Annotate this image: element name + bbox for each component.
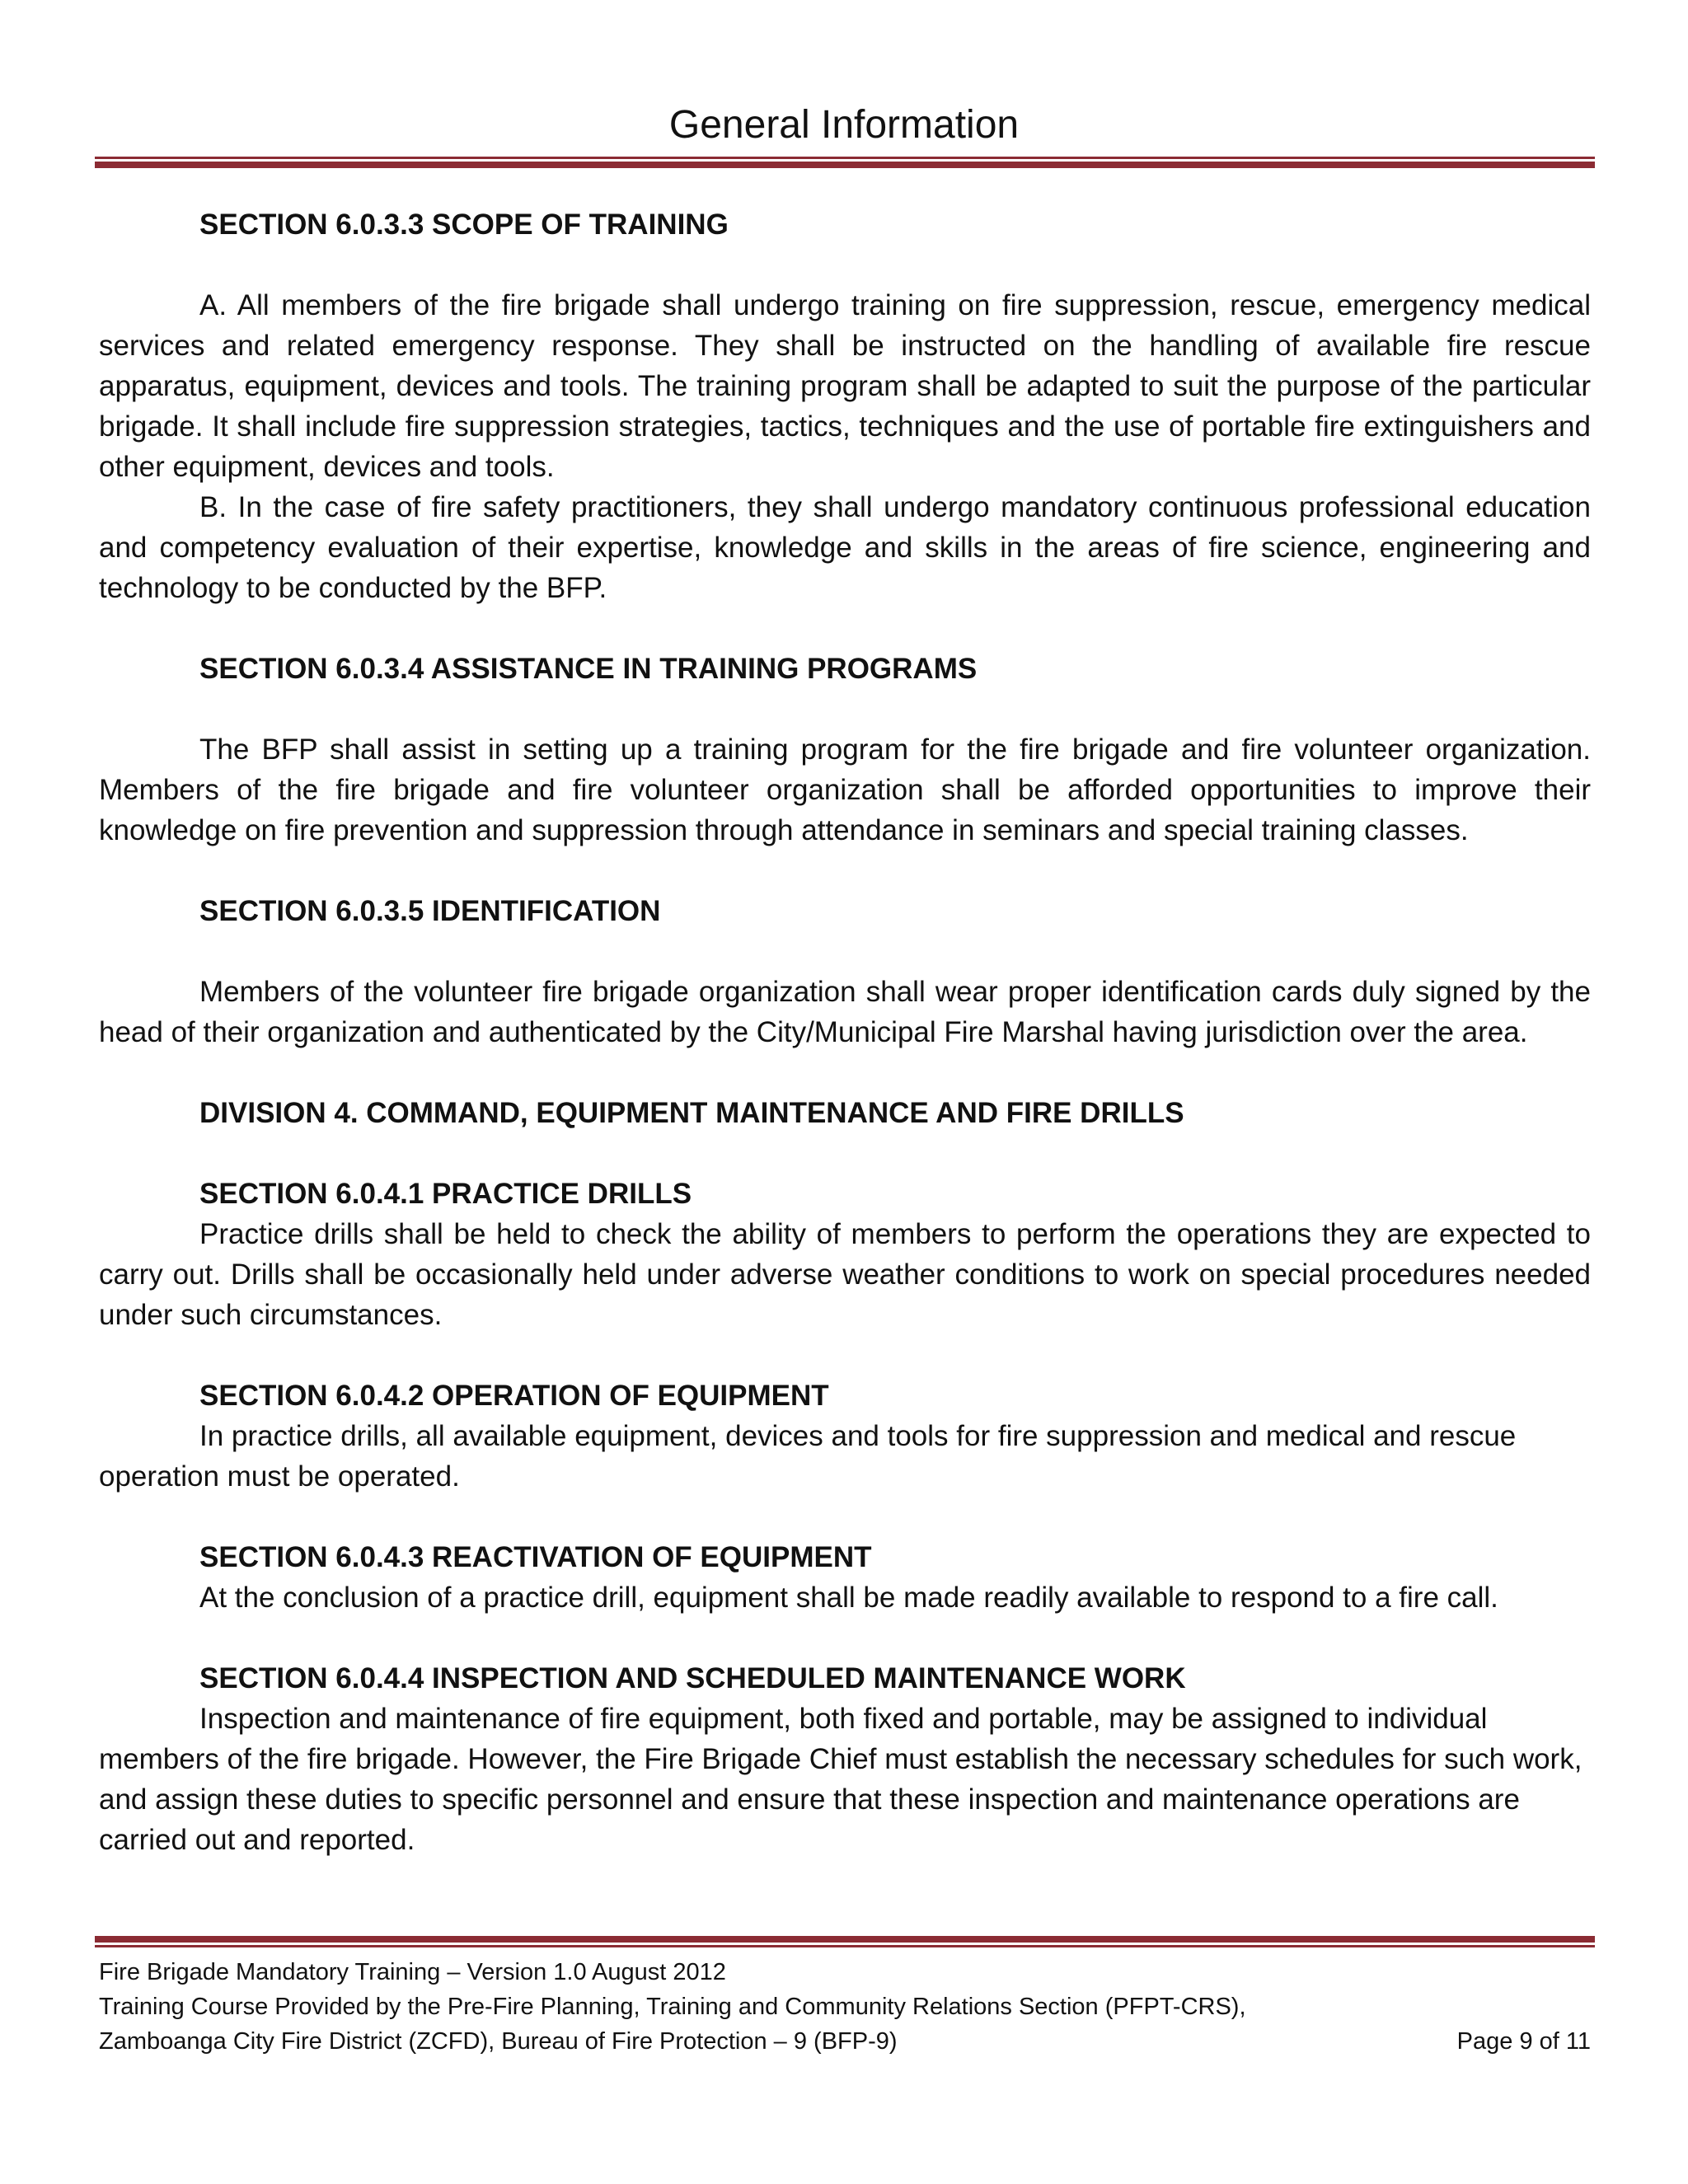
section-6033-para-b: B. In the case of fire safety practitioners, they shall undergo mandatory continuous professional education and competency evaluation of their expertise, knowledge and skills in the areas of fire science, engineering and technology to be conducted by the BFP.: [99, 491, 1591, 604]
section-6041-heading: SECTION 6.0.4.1 PRACTICE DRILLS: [199, 1178, 692, 1210]
header-rule-thick: [95, 162, 1595, 168]
section-6034-para: The BFP shall assist in setting up a training program for the fire brigade and fire volunteer organization. Members of the fire brigade and fire volunteer organization shall be afforded opportunities to improve their knowledge on fire prevention and suppression through attendance in seminars and special training classes.: [99, 733, 1591, 846]
page-footer: [99, 1955, 1591, 2059]
section-6043-heading: SECTION 6.0.4.3 REACTIVATION OF EQUIPMENT: [199, 1541, 872, 1573]
division-4-heading: DIVISION 4. COMMAND, EQUIPMENT MAINTENANCE AND FIRE DRILLS: [199, 1097, 1184, 1129]
footer-line-district: Zamboanga City Fire District (ZCFD), Bureau of Fire Protection – 9 (BFP-9): [99, 2028, 898, 2055]
section-6042-heading: SECTION 6.0.4.2 OPERATION OF EQUIPMENT: [199, 1380, 829, 1412]
section-6042-para: In practice drills, all available equipment, devices and tools for fire suppression and medical and rescue operation must be operated.: [99, 1420, 1517, 1493]
section-6035-para: Members of the volunteer fire brigade organization shall wear proper identification cards duly signed by the head of their organization and authenticated by the City/Municipal Fire Marshal having jurisdiction over the area.: [99, 976, 1591, 1048]
section-6035-heading: SECTION 6.0.3.5 IDENTIFICATION: [199, 895, 661, 927]
section-6043-para: At the conclusion of a practice drill, equipment shall be made readily available to respond to a fire call.: [199, 1582, 1498, 1614]
document-body: [99, 204, 1591, 1860]
section-6033-heading: SECTION 6.0.3.3 SCOPE OF TRAINING: [199, 209, 729, 241]
page-number: Page 9 of 11: [1456, 2028, 1591, 2055]
footer-rule-thick: [95, 1936, 1595, 1943]
section-6033-para-a: A. All members of the fire brigade shall undergo training on fire suppression, rescue, emergency medical services and related emergency response. They shall be instructed on the handling of available fire rescue apparatus, equipment, devices and tools. The training program shall be adapted to suit the purpose of the particular brigade. It shall include fire suppression strategies, tactics, techniques and the use of portable fire extinguishers and other equipment, devices and tools.: [99, 289, 1591, 483]
page-header-title: General Information: [668, 103, 1020, 147]
section-6041-para: Practice drills shall be held to check the ability of members to perform the operations they are expected to carry out. Drills shall be occasionally held under adverse weather conditions to work on special procedures needed under such circumstances.: [99, 1218, 1591, 1331]
footer-line-provider: Training Course Provided by the Pre-Fire Planning, Training and Community Relations Section (PFPT-CRS),: [99, 1994, 1246, 2020]
footer-line-version: Fire Brigade Mandatory Training – Version 1.0 August 2012: [99, 1959, 726, 1985]
section-6034-heading: SECTION 6.0.3.4 ASSISTANCE IN TRAINING PROGRAMS: [199, 653, 978, 685]
section-6044-para: Inspection and maintenance of fire equipment, both fixed and portable, may be assigned to individual members of the fire brigade. However, the Fire Brigade Chief must establish the necessary schedules for such work, and assign these duties to specific personnel and ensure that these inspection and maintenance operations are carried out and reported.: [99, 1703, 1582, 1856]
section-6044-heading: SECTION 6.0.4.4 INSPECTION AND SCHEDULED MAINTENANCE WORK: [199, 1662, 1186, 1694]
header-rule: [95, 157, 1595, 168]
footer-rule: [95, 1936, 1595, 1947]
footer-rule-thin: [95, 1945, 1595, 1947]
